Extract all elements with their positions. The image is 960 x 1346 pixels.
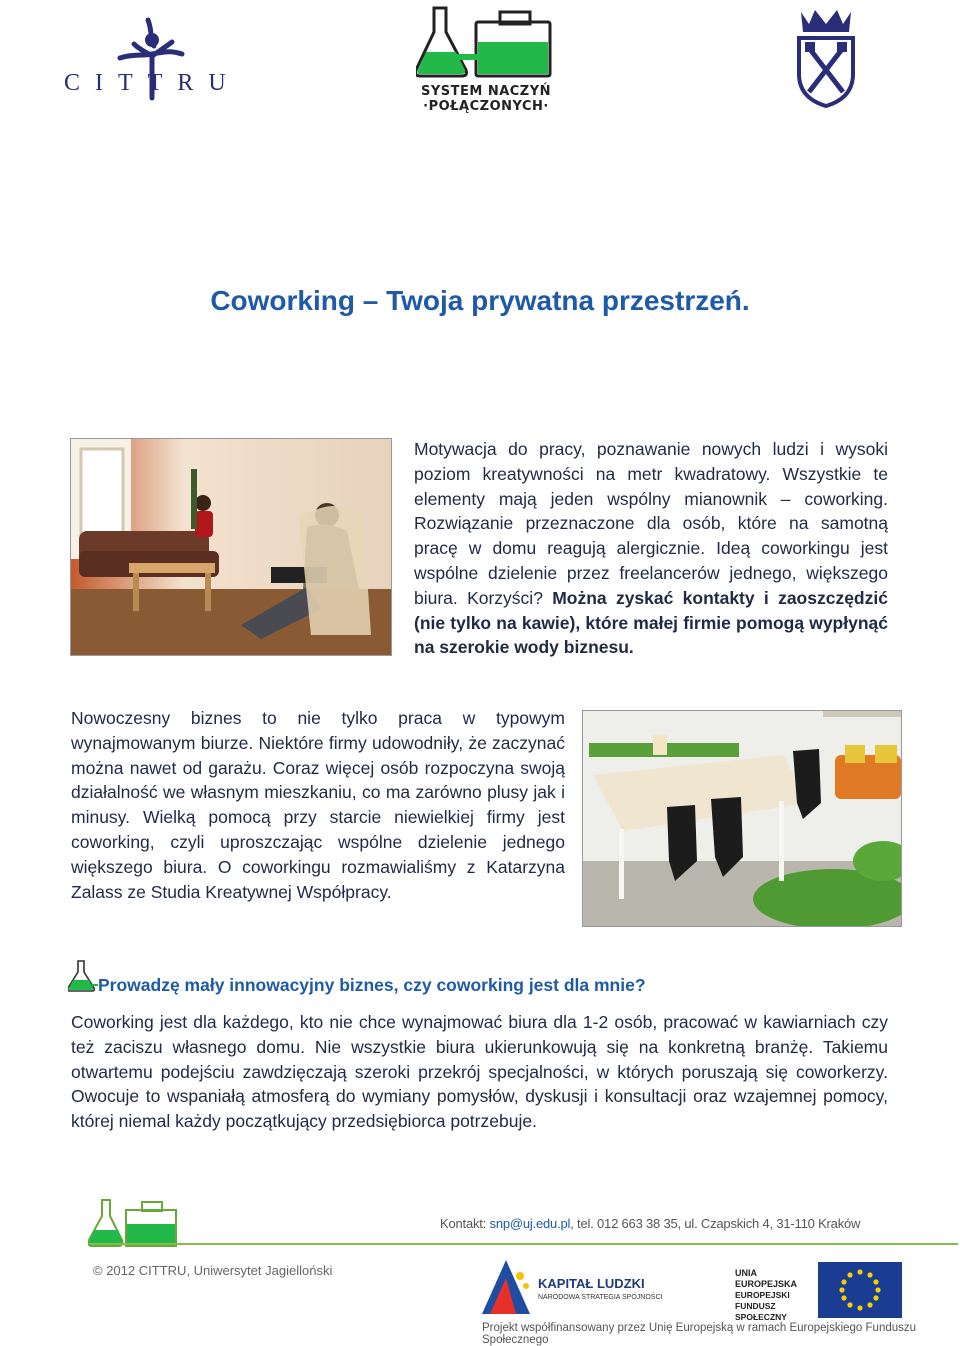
intro-bold-text: Można zyskać kontakty i zaoszczędzić (nie tylko na kawie), które małej firmie pomogą wypłynąć na szerokie wody biznesu. bbox=[414, 587, 888, 658]
contact-email-link[interactable]: snp@uj.edu.pl bbox=[489, 1216, 571, 1231]
snp-logo-line2: ·POŁĄCZONYCH· bbox=[423, 99, 549, 114]
eu-flag-icon bbox=[818, 1262, 902, 1318]
page-title: Coworking – Twoja prywatna przestrzeń. bbox=[210, 285, 750, 316]
snp-logo-line1: SYSTEM NACZYŃ bbox=[420, 84, 552, 99]
contact-label: Kontakt: bbox=[440, 1216, 490, 1231]
question-heading: Prowadzę mały innowacyjny biznes, czy coworking jest dla mnie? bbox=[98, 975, 646, 995]
answer-paragraph: Coworking jest dla każdego, kto nie chce wynajmować biura dla 1-2 osób, pracować w kawiarniach czy też zaciszu własnego domu. Nie wszystkie biura ukierunkowują się na konkretną branżę. Takiemu otwartemu podejściu zawdzięczają szeroki przekrój specjalności, w których poruszają się coworkerzy. Owocuje to wspaniałą atmosferą do wymiany pomysłów, dyskusji i konsultacji oraz wzajemnej pomocy, której niemal każdy początkujący przedsiębiorca potrzebuje. bbox=[71, 1012, 888, 1132]
footer-contact bbox=[440, 1216, 860, 1231]
uj-logo bbox=[795, 4, 857, 108]
footer-project-note: Projekt współfinansowany przez Unię Europejską w ramach Europejskiego Funduszu Społecznego bbox=[482, 1322, 917, 1346]
footer-divider bbox=[90, 1243, 958, 1245]
eu-text bbox=[735, 1268, 819, 1323]
cittru-logo bbox=[60, 10, 240, 105]
coworking-desks-photo bbox=[582, 710, 902, 927]
body-paragraph-2: Nowoczesny biznes to nie tylko praca w typowym wynajmowanym biurze. Niektóre firmy udowodniły, że zaczynać można nawet od garażu. Coraz więcej osób rozpoczyna swoją działalność we własnym mieszkaniu, co ma zarówno plusy jak i minusy. Wielką pomocą przy starcie niewielkiej firmy jest coworking, czyli uproszczając wspólne dzielenie jednego większego biura. O coworkingu rozmawialiśmy z Katarzyna Zalass ze Studia Kreatywnej Współpracy. bbox=[71, 708, 565, 902]
coworking-lounge-photo bbox=[70, 438, 392, 656]
footer-snp-icon bbox=[88, 1198, 178, 1254]
footer-copyright: © 2012 CITTRU, Uniwersytet Jagielloński bbox=[93, 1263, 333, 1278]
flask-and-case-icon bbox=[416, 6, 556, 84]
uj-crest-icon bbox=[795, 4, 857, 108]
kl-title: KAPITAŁ LUDZKI bbox=[538, 1276, 645, 1291]
snp-logo bbox=[416, 6, 556, 114]
eu-line3: FUNDUSZ SPOŁECZNY bbox=[735, 1301, 787, 1322]
kapital-ludzki-logo bbox=[476, 1258, 676, 1320]
eu-line2: EUROPEJSKI bbox=[735, 1290, 790, 1300]
eu-line1: UNIA EUROPEJSKA bbox=[735, 1268, 798, 1289]
kl-subtitle: NARODOWA STRATEGIA SPÓJNOŚCI bbox=[538, 1294, 663, 1301]
kapital-ludzki-icon bbox=[476, 1258, 536, 1318]
flask-bullet-icon bbox=[68, 960, 98, 992]
intro-paragraph bbox=[414, 437, 888, 660]
cittru-wordmark: CITTRU bbox=[64, 70, 241, 96]
intro-text: Motywacja do pracy, poznawanie nowych ludzi i wysoki poziom kreatywności na metr kwadratowy. Wszystkie te elementy mają jeden wspólny mianownik – coworking. Rozwiązanie przeznaczone dla osób, które na samotną pracę w domu reagują alergicznie. Ideą coworkingu jest wspólne dzielenie przez freelancerów jednego, większego biura. Korzyści? bbox=[414, 439, 888, 608]
contact-details: , tel. 012 663 38 35, ul. Czapskich 4, 31-110 Kraków bbox=[570, 1216, 861, 1231]
